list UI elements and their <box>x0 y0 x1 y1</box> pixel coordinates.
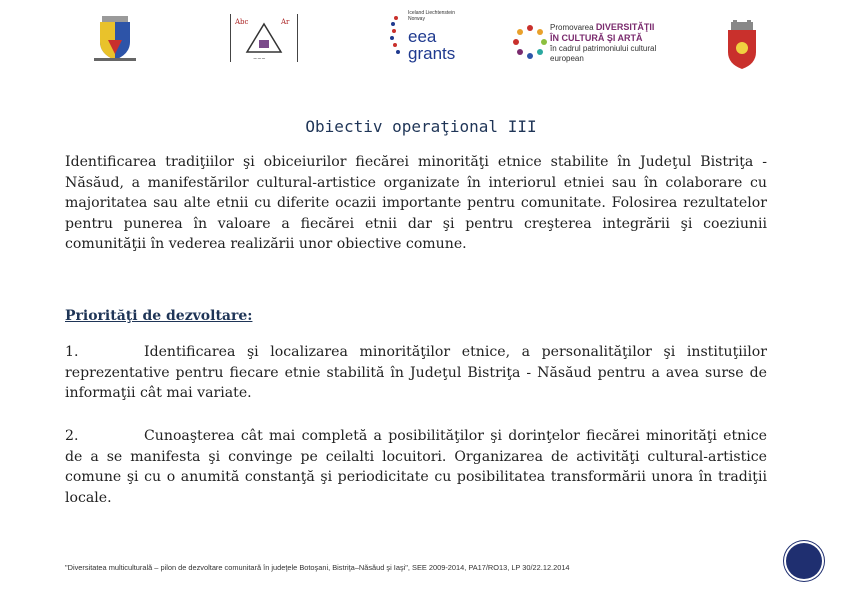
svg-text:Abc: Abc <box>235 18 249 26</box>
promo-line2: DIVERSITĂŢII <box>595 22 655 32</box>
eea-word: eea <box>408 27 437 46</box>
eea-grants-logo <box>388 10 478 64</box>
promovarea-diversitatii-logo <box>512 20 682 64</box>
footnote: "Diversitatea multiculturală – pilon de dezvoltare comunitară în judeţele Botoşani, Bistriţa–Năsăud şi Iaşi", SEE 2009-2014, PA17/RO13, LP 30/22.12.2014 <box>65 563 570 572</box>
priority-text: Cunoaşterea cât mai completă a posibilităţilor şi dorinţelor fiecărei minorităţi etnice de a se manifesta şi convinge pe ceilalti locuitori. Organizarea de activităţi cultural-artistice comune şi cu o anumită constanţă şi periodicitate cu posibilitatea transformării unora în tradiţii locale. <box>65 428 767 506</box>
objective-paragraph: Identificarea tradiţiilor şi obiceiurilor fiecărei minorităţi etnice stabilite în Judeţul Bistriţa - Năsăud, a manifestărilor cultural-artistice organizate în interiorul etniei sau în colaborare cu majoritatea sau alte etnii cu diferite ocazii importante pentru comunitate. Folosirea rezultatelor pentru punerea în valoare a fiecărei etnii dar şi pentru creşterea integrării şi coeziunii comunităţii în vederea realizării unor obiective comune. <box>65 154 767 252</box>
priority-text: Identificarea şi localizarea minorităţilor etnice, a personalităţilor şi instituţiilor reprezentative pentru fiecare etnie stabilită în Judeţul Bistriţa - Năsăud pentru a avea surse de informaţii cât mai variate. <box>65 344 767 401</box>
priority-number: 1. <box>65 344 79 360</box>
page-indicator-icon[interactable] <box>786 543 822 579</box>
city-crest-logo <box>725 20 759 70</box>
promo-text <box>550 22 682 64</box>
promo-line4: în cadrul patrimoniului cultural european <box>550 44 657 63</box>
promo-line1: Promovarea <box>550 23 594 32</box>
svg-text:Ar: Ar <box>281 18 290 26</box>
association-logo <box>230 14 298 62</box>
priorities-heading: Priorităţi de dezvoltare: <box>65 308 253 324</box>
page-title: Obiectiv operaţional III <box>305 117 537 136</box>
priority-item <box>65 342 767 404</box>
grants-word: grants <box>408 44 456 63</box>
promo-line3: ÎN CULTURĂ ŞI ARTĂ <box>550 33 643 43</box>
county-crest-logo <box>94 14 136 62</box>
svg-text:~~~: ~~~ <box>253 56 266 62</box>
priority-item <box>65 426 767 508</box>
priority-number: 2. <box>65 428 79 444</box>
eea-countries: Iceland Liechtenstein Norway <box>408 10 455 22</box>
